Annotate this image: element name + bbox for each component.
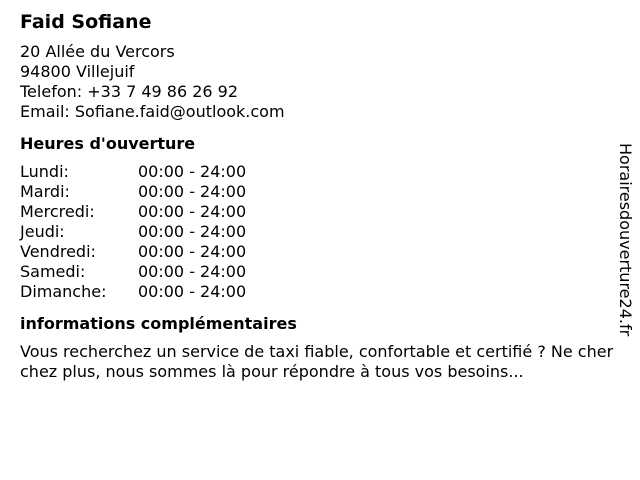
hours-time: 00:00 - 24:00 [138,262,247,281]
hours-day: Samedi: [20,262,86,281]
hours-row [20,242,620,262]
business-card [20,10,620,382]
hours-time: 00:00 - 24:00 [138,222,247,241]
hours-day: Mardi: [20,182,70,201]
hours-time: 00:00 - 24:00 [138,182,247,201]
hours-day: Vendredi: [20,242,96,261]
hours-row [20,162,620,182]
hours-table [20,162,620,302]
watermark-container [610,135,640,345]
hours-time: 00:00 - 24:00 [138,242,247,261]
hours-day: Jeudi: [20,222,65,241]
info-description: Vous recherchez un service de taxi fiable, confortable et certifié ? Ne cherchez plus, nous sommes là pour répondre à tous vos besoins... [20,342,614,381]
hours-row [20,282,620,302]
hours-time: 00:00 - 24:00 [138,162,247,181]
hours-day: Dimanche: [20,282,107,301]
hours-time: 00:00 - 24:00 [138,282,247,301]
watermark-text: Horairesdouverture24.fr [616,143,635,337]
hours-row [20,222,620,242]
hours-day: Lundi: [20,162,69,181]
hours-time: 00:00 - 24:00 [138,202,247,221]
phone-line: Telefon: +33 7 49 86 26 92 [20,82,239,101]
hours-row [20,262,620,282]
email-line: Email: Sofiane.faid@outlook.com [20,102,285,121]
hours-title: Heures d'ouverture [20,134,196,153]
hours-day: Mercredi: [20,202,95,221]
hours-row [20,202,620,222]
info-title: informations complémentaires [20,314,297,333]
business-name: Faid Sofiane [20,11,152,33]
hours-row [20,182,620,202]
address-line-1: 20 Allée du Vercors [20,42,175,61]
address-line-2: 94800 Villejuif [20,62,135,81]
